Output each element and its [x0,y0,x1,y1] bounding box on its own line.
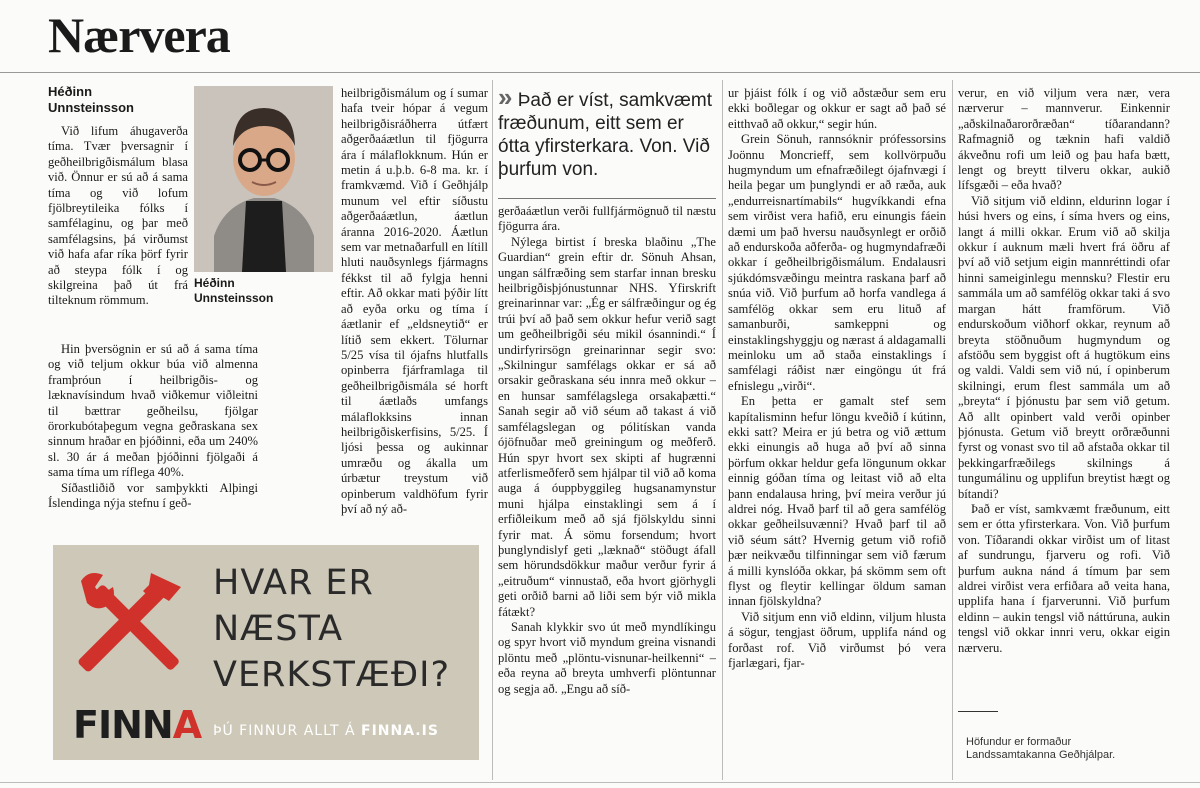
author-footnote: Höfundur er formaður Landssamtakanna Geðhjálpar. [966,736,1116,761]
paragraph: Hin þversögnin er sú að á sama tíma og við teljum okkur búa við almenna framþróun í heilbrigðis- og læknavísindum hvað viðkemur viðleitni til bættrar geðheilsu, fjölgar örorkubótaþegum vegna geðraskana sex sinnum hraðar en þjóðinni, eða um 240% sl. 30 ár á meðan þjóðinni fjölgaði á sama tíma um ríflega 40%. [48,342,258,480]
paragraph: Það er víst, samkvæmt fræðunum, eitt sem er ótta yfirsterkara. Von. Við þurfum von. Tíðarandi okkar virðist um of litast af sundrungu, fjarveru og rofi. Við þurfum aukna nánd á tímum þar sem aldrei virðist vera erfiðara að veita hana, upplifa hana í fjarverunni. Við þurfum eldinn – aukin tengsl við náttúruna, aukin tengsl við okkar innri veru, okkar eigin nærveru. [958,501,1170,655]
paragraph: Síðastliðið vor samþykkti Alþingi Íslendinga nýja stefnu í geð- [48,480,258,511]
column-divider [492,80,493,780]
footer-rule [0,782,1200,783]
paragraph: heilbrigðismálum og í sumar hafa tveir hópar á vegum heilbrigðisráðherra útfært aðgerðaáætlun til fjögurra ára í málaflokknum. Hún er metin á u.þ.b. 6-8 ma. kr. í framkvæmd. Við í Geðhjálp munum vel eftir síðustu aðgerðaáætlun, áætlun áranna 2016-2020. Áætlun sem var metnaðarfull en lítill hluti nauðsynlegs fjármagns fékkst til að fylgja henni eftir. Að okkar mati þýðir lítt að eyða orku og tíma í áætlanir ef „eldsneytið“ er lítið sem ekkert. Tölurnar 5/25 vísa til ójafns hlutfalls opinberra fjárframlaga til geðheilbrigðismála sé horft til áætlaðs umfangs málaflokksins innan heilbrigðiskerfisins, 5/25. Í ljósi þessa og aukinnar umræðu og ákalla um úrbætur treystum við opinberum valdhöfum fyrir því að ný að- [341,86,488,516]
header-rule [0,72,1200,73]
logo-accent: A [172,703,202,747]
paragraph: Við sitjum enn við eldinn, viljum hlusta á sögur, tengjast öðrum, upplifa nánd og forðast rof. Við virðumst þó vera fjarlægari, fjar- [728,609,946,671]
pull-quote-rule [498,198,716,199]
paragraph: Grein Sönuh, rannsóknir prófessorsins Joönnu Moncrieff, sem kollvörpuðu hugmyndum um efnafræðilegt ójafnvægi í heila þegar um þunglyndi er að ræða, auk „endurreisnartímabils“ hugvíkkandi efna sem virðist vera hafið, eru einungis fáein dæmi um það hversu nauðsynlegt er orðið að endurskoða aðferða- og hugmyndafræði okkar í geðheilbrigðismálum. Endalausri sjúkdómsvæðingu meintra raskana þarf að snúa við. Við þurfum að horfa vandlega á samfélög okkar sem eru lituð af samanburði, samkeppni og einstaklingshyggju og nærast á aldagamalli meinloku um að staða einstaklings í samfélagi ráðist nær eingöngu út frá efnislegu „virði“. [728,132,946,393]
paragraph: En þetta er gamalt stef sem kapítalisminn hefur löngu kveðið í kútinn, ekki satt? Meira er jú betra og við ættum ekki einungis að huga að því að sinna þörfum okkar heldur gefa löngunum okkar einnig góðan tíma og leitast við að elta þann endalausa hring, því meira verður jú aldrei nóg. Hvað þarf til að gera samfélög okkar geðheilsuvænni? Hvað þarf til að við séum sátt? Hvernig getum við rofið þær neikvæðu tilfinningar sem við færum á milli kynslóða okkar, þá skömm sem oft flyst og fleytir kellingar öldum saman innan fjölskyldna? [728,394,946,609]
pull-quote-text: Það er víst, samkvæmt fræðunum, eitt sem er ótta yfirsterkara. Von. Við þurfum von. [498,90,713,180]
column-5 [958,86,1170,708]
column-3 [498,204,716,764]
ad-headline-line: HVAR ER [213,563,374,603]
pull-quote [498,82,716,181]
paragraph: Sanah klykkir svo út með myndlíkingu og spyr hvort við myndum greina visnandi plöntu með „plöntu-visnunar-heilkenni“ – eða reyna að breyta umhverfi plöntunnar og segja að. „Engu að síð- [498,619,716,696]
article-title: Nærvera [48,7,230,63]
paragraph: verur, en við viljum vera nær, vera nærverur – mannverur. Einkennir „aðskilnaðarorðræðan“ tíðarandann? Rafmagnið og tæknin hafi valdið ákveðnu rofi um leið og þau hafa bætt, lengt og breytt tilveru okkar, aukið lífsgæði – eða hvað? [958,86,1170,193]
paragraph: Við lifum áhugaverða tíma. Tvær þversagnir í geðheilbrigðismálum blasa við. Önnur er sú að á sama tíma og við lofum fjölbreytileika fólks í samfélaginu, og þar með samfélagsins, þá virðumst við hafa afar ríka þörf fyrir að steypa fólk í og skilgreina það út frá tilteknum römmum. [48,124,188,308]
column-1-lower [48,342,258,532]
ad-headline-line: VERKSTÆÐI? [213,655,451,695]
paragraph: Nýlega birtist í breska blaðinu „The Guardian“ grein eftir dr. Sönuh Ahsan, ungan sálfræðing sem starfar innan bresku heilbrigðisþjónustunnar NHS. Yfirskrift greinarinnar var: „Ég er sálfræðingur og ég trúi því að það sem okkur hefur verið sagt um geðheilbrigði séu mikil ósannindi.“ Í undirfyrirsögn greinarinnar segir svo: „Skilningur samfélags okkar er sá að orsakir geðraskana séu innra með okkur – en hunsar samfélagslega orsakaþætti.“ Sanah segir að við séum að takast á við samfélagslegan og pólitískan vanda ójöfnuðar með greiningum og meðferð. Hún spyr hvort sex skipti af hugrænni atferlismeðferð sem hjálpar til við að koma auga á óuppbyggileg hugsanamynstur muni hjálpa einstaklingi sem á í erfiðleikum með að sjá fjölskyldu sinni fyrir mat. Á sömu forsendum; hvort þunglyndislyf geti „læknað“ stöðugt áfall sem hörundsdökkur maður verður fyrir á „eitruðum“ vinnustað, eða hvort gjörhygli geti orðið barni að liði sem býr við mikla fátækt? [498,234,716,619]
ad-tagline [213,723,439,739]
paragraph: Við sitjum við eldinn, eldurinn logar í húsi hvers og eins, í síma hvers og eins, langt á milli okkar. Erum við að skilja okkur í auknum mæli hvert frá öðru af því að við setjum eigin mannréttindi ofar hinni sameiginlegu mennsku? Flestir eru sammála um að samfélög okkar taki á svo margan hátt framförum. Við endurskoðum viðhorf okkar, reynum að breyta stöðnuðum hugmyndum og afstöðu sem byggist oft á hugtökum eins og valdi. Valdi sem við nú, í opinberum skilningi, erum flest sammála um að „breyta“ í þjónustu þar sem við getum. Að allt opinbert vald verði opinber þjónusta. Getum við breytt orðræðunni fyrst og vonast svo til að afstaða okkar til þekkingarfræðilegs skilnings á tungumálinu og upplifun breytist hægt og bítandi? [958,193,1170,501]
logo-text: FINN [73,703,173,747]
finna-logo [73,703,201,747]
ad-headline-line: NÆSTA [213,609,344,649]
column-divider [722,80,723,780]
column-1 [48,124,188,342]
quote-mark-icon: » [498,82,513,112]
column-2 [265,86,488,516]
footnote-rule [958,711,998,712]
paragraph: gerðaáætlun verði fullfjármögnuð til næstu fjögurra ára. [498,204,716,234]
tagline-site[interactable]: FINNA.IS [361,723,439,739]
tools-icon [73,567,193,687]
ad-headline [213,560,450,698]
paragraph: ur þjáist fólk í og við aðstæður sem eru ekki boðlegar og okkur er sagt að það sé eitthvað að okkur,“ segir hún. [728,86,946,131]
column-divider [952,80,953,780]
byline: Héðinn Unnsteinsson [48,84,134,115]
tagline-text: ÞÚ FINNUR ALLT Á [213,723,361,739]
column-4 [728,86,946,766]
photo-caption: Héðinn Unnsteinsson [194,276,274,305]
finna-advertisement[interactable] [53,545,479,760]
